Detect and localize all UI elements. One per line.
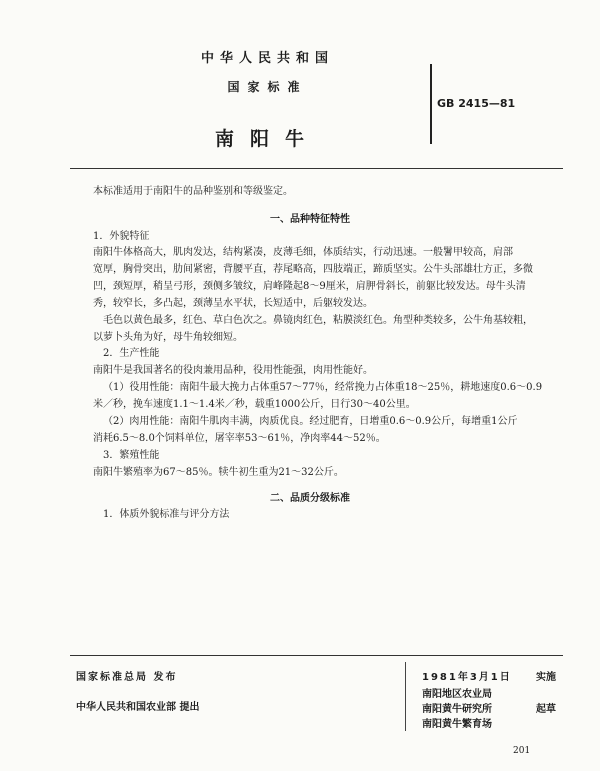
issuer: 国家标准总局 发布 [76,672,178,683]
header-divider [70,168,563,169]
section-1-title: 一、品种特征特性 [270,214,350,225]
drafter: 南阳黄牛繁育场 [422,719,492,730]
drafter: 南阳黄牛研究所 [422,704,492,715]
proposer: 中华人民共和国农业部 提出 [76,702,200,713]
drafter: 南阳地区农业局 [422,689,492,700]
intro-text: 本标准适用于南阳牛的品种鉴别和等级鉴定。 [93,186,293,197]
paragraph-line: 以萝卜头角为好，母牛角较细短。 [93,332,243,343]
standard-type: 国家标准 [227,80,308,94]
paragraph-line: 毛色以黄色最多，红色、草白色次之。鼻镜肉红色，粘膜淡红色。角型种类较多，公牛角基较粗， [103,315,533,326]
sub2-heading: 2．生产性能 [103,348,160,359]
paragraph-line: 南阳牛是我国著名的役肉兼用品种，役用性能强，肉用性能好。 [93,365,373,376]
implementation-date: 1981年3月1日 [422,672,512,683]
sub3-heading: 3．繁殖性能 [103,450,160,461]
paragraph-line: 秀，较窄长，多凸起，颈薄呈水平状，长短适中，后躯较发达。 [93,298,373,309]
paragraph-line: 消耗6.5～8.0个饲料单位，屠宰率53～61％，净肉率44～52％。 [93,433,386,444]
footer-vertical-divider [405,662,406,731]
page-number: 201 [513,746,531,756]
page-title: 南阳牛 [214,128,320,150]
section-2-title: 二、品质分级标准 [270,493,350,504]
paragraph-line: 南阳牛体格高大，肌肉发达，结构紧凑，皮薄毛细，体质结实，行动迅速。一般鬐甲较高，肩部 [93,247,513,258]
country-name: 中华人民共和国 [200,51,334,66]
drafted-label: 起草 [536,704,556,715]
paragraph-line: 米／秒，挽车速度1.1～1.4米／秒，载重1000公斤，日行30～40公里。 [93,399,416,410]
sub1-heading: 1．外貌特征 [93,231,150,242]
paragraph-line: 南阳牛繁殖率为67～85％。犊牛初生重为21～32公斤。 [93,467,344,478]
paragraph-line: 宽厚，胸骨突出，肋间紧密，背腰平直，荐尾略高，四肢端正，蹄质坚实。公牛头部雄壮方正，多微 [93,264,533,275]
implement-label: 实施 [536,672,556,683]
standard-code: GB 2415—81 [437,97,516,110]
footer-divider [70,655,563,656]
paragraph-line: 凹，颈短厚，稍呈弓形，颈侧多皱纹，肩峰隆起8～9厘米，肩胛骨斜长，前躯比较发达。母牛头清 [93,281,526,292]
paragraph-line: （1）役用性能：南阳牛最大挽力占体重57～77％，经常挽力占体重18～25％，耕地速度0.6～0.9 [103,382,543,393]
section-2-item: 1．体质外貌标准与评分方法 [103,509,230,520]
paragraph-line: （2）肉用性能：南阳牛肌肉丰满，肉质优良。经过肥育，日增重0.6～0.9公斤，每增重1公斤 [103,416,518,427]
